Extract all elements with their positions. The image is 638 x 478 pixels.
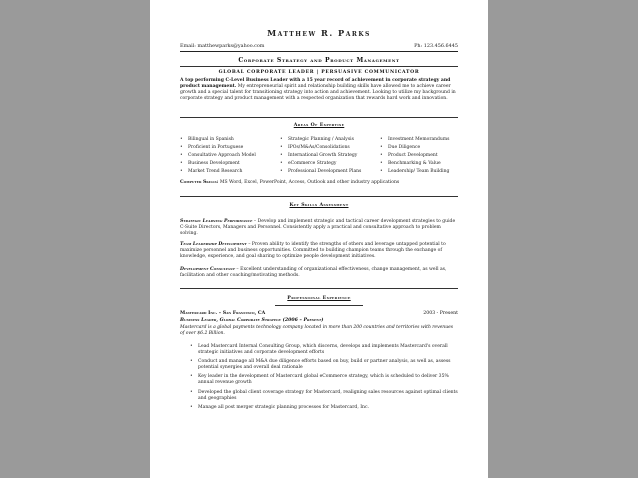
expertise-item: • International Growth Strategy [280,152,361,160]
skill-paragraph [180,242,458,260]
summary-title-divider [180,66,458,67]
achievement-item: • Manage all post merger strategic planning processes for Mastercard, Inc. [190,405,458,411]
skills-divider [180,196,458,197]
computer-skills-text: MS Word, Excel, PowerPoint, Access, Outlook and other industry applications [218,180,400,185]
summary-paragraph [180,78,458,102]
expertise-item: • Strategic Planning / Analysis [280,136,361,144]
skill-text: – Develop and implement strategic and tactical career development strategies to guide C-Suite Directors, Managers and Personnel. Consistently apply a practical and consultative approach to problem solving. [180,219,456,237]
expertise-item: • Benchmarking & Value [380,160,449,168]
expertise-item: • Consultative Approach Model [180,152,256,160]
expertise-heading: Areas Of Expertise [293,123,345,128]
expertise-item: • Leadership/ Team Building [380,168,449,176]
summary-subtitle: GLOBAL CORPORATE LEADER | PERSUASIVE COMMUNICATOR [218,70,420,75]
summary-title: Corporate Strategy and Product Management [238,57,400,64]
expertise-item: • Proficient in Portuguese [180,144,256,152]
experience-heading: Professional Experience [287,296,351,301]
skill-label: Team Leadership Development [180,242,247,247]
achievement-item: • Developed the global client coverage strategy for Mastercard, realigning sales resources against optimal clients and geographies [190,390,458,402]
experience-divider [180,288,458,289]
expertise-item: • Due Diligence [380,144,449,152]
achievement-item: • Lead Mastercard Internal Consulting Group, which discerns, develops and implements Mastercard's overall strategic initiatives and corporate development efforts [190,344,458,356]
expertise-column-3 [380,136,449,176]
phone-text: Ph: 123.456.6445 [414,43,458,49]
expertise-item: • IPOs/M&As/Consolidations [280,144,361,152]
candidate-name: Matthew R. Parks [267,28,371,38]
expertise-item: • eCommerce Strategy [280,160,361,168]
company-name: Mastercard Inc. – San Francisco, CA [180,311,266,316]
expertise-divider [180,117,458,118]
expertise-item: • Professional Development Plans [280,168,361,176]
skill-text: – Proven ability to identify the strengths of others and leverage untapped potential to maximize personnel and business opportunities. Committed to building champion teams through the exchange of knowledge, experience, and goal sharing to optimize people development initiatives. [180,242,446,260]
skill-label: Strategic Learning Performance [180,219,253,224]
skill-text: – Excellent understanding of organizational effectiveness, change management, as well as, facilitation and other coaching/motivating methods. [180,267,447,279]
experience-underline [275,305,363,306]
summary-lead: A top performing C-Level Business Leader with a 15 year record of achievement in corporate strategy and product management. [180,78,451,90]
achievement-item: • Conduct and manage all M&A due diligence efforts based on buy, build or partner analysis, as well as, assess potential synergies and overall deal rationale [190,359,458,371]
expertise-column-1 [180,136,256,176]
achievement-list [190,344,458,414]
achievement-item: • Key leader in the development of Mastercard global eCommerce strategy, which is scheduled to deliver 35% annual revenue growth [190,374,458,386]
expertise-column-2 [280,136,361,176]
expertise-item: • Business Development [180,160,256,168]
company-description: Mastercard is a global payments technology company located in more than 200 countries and territories with revenues of over $6.2 Billion. [180,325,454,336]
resume-page [150,0,488,478]
expertise-item: • Product Development [380,152,449,160]
summary-body: My entrepreneurial spirit and relationship building skills have allowed me to achieve career growth and a special talent for transitioning strategy into action and achievement. Looking to utilize my background in corporate strategy and product management with a respected organization that rewards hard work and innovation. [180,84,456,102]
skill-label: Development Consultant [180,267,235,272]
expertise-item: • Investment Memorandums [380,136,449,144]
job-title: Business Leader, Global Corporate Strategy (2006 – Present) [180,318,324,323]
expertise-item: • Bilingual in Spanish [180,136,256,144]
skill-paragraph [180,267,458,279]
skill-paragraph [180,219,458,237]
key-skills-heading: Key Skills Assessment [289,203,349,208]
computer-skills-label: Computer Skills: [180,180,219,185]
expertise-item: • Market Trend Research [180,168,256,176]
computer-skills [180,180,458,186]
job-dates: 2003 - Present [423,311,458,316]
email-text: Email: matthewparks@yahoo.com [180,43,265,49]
header-divider [180,51,458,52]
